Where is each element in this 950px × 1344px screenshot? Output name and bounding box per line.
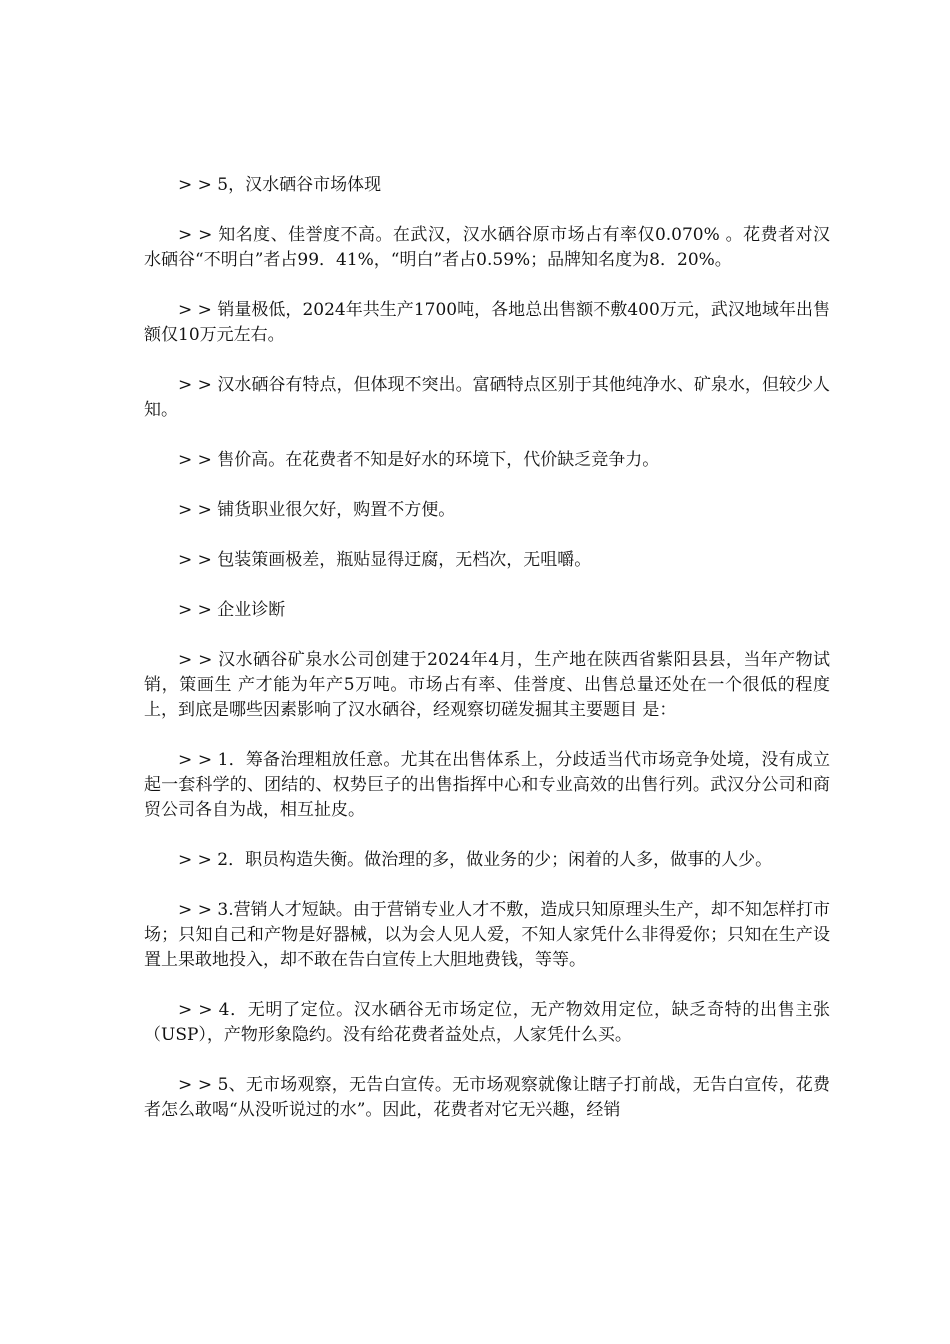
- paragraph-issue-1: > > 1．筹备治理粗放任意。尤其在出售体系上，分歧适当代市场竞争处境，没有成立起一套科学的、团结的、权势巨子的出售指挥中心和专业高效的出售行列。武汉分公司和商贸公司各自为战，相互扯皮。: [144, 750, 830, 820]
- paragraph-packaging: > > 包装策画极差，瓶贴显得迂腐，无档次，无咀嚼。: [178, 550, 592, 570]
- paragraph-issue-5: > > 5、无市场观察，无告白宣传。无市场观察就像让瞎子打前战，无告白宣传，花费者怎么敢喝“从没听说过的水”。因此，花费者对它无兴趣，经销: [144, 1075, 830, 1120]
- paragraph-issue-3: > > 3.营销人才短缺。由于营销专业人才不敷，造成只知原理头生产，却不知怎样打市场；只知自己和产物是好器械，以为会人见人爱，不知人家凭什么非得爱你；只知在生产设置上果敢地投入，却不敢在告白宣传上大胆地费钱，等等。: [144, 900, 830, 970]
- section-heading-market-performance: > > 5，汉水硒谷市场体现: [178, 175, 382, 195]
- document-body: [144, 173, 830, 1148]
- paragraph-awareness: > > 知名度、佳誉度不高。在武汉，汉水硒谷原市场占有率仅0.070% 。花费者对汉水硒谷“不明白”者占99．41%，“明白”者占0.59%；品牌知名度为8．20%。: [144, 225, 830, 270]
- paragraph-company-overview: > > 汉水硒谷矿泉水公司创建于2024年4月，生产地在陕西省紫阳县县，当年产物试销，策画生 产才能为年产5万吨。市场占有率、佳誉度、出售总量还处在一个很低的程度上，到底是哪些因素影响了汉水硒谷，经观察切磋发掘其主要题目 是：: [144, 650, 830, 720]
- paragraph-price: > > 售价高。在花费者不知是好水的环境下，代价缺乏竞争力。: [178, 450, 660, 470]
- paragraph-features: > > 汉水硒谷有特点，但体现不突出。富硒特点区别于其他纯净水、矿泉水，但较少人知。: [144, 375, 830, 420]
- paragraph-sales-volume: > > 销量极低，2024年共生产1700吨，各地总出售额不敷400万元，武汉地域年出售额仅10万元左右。: [144, 300, 830, 345]
- section-heading-enterprise-diagnosis: > > 企业诊断: [178, 600, 286, 620]
- paragraph-issue-2: > > 2．职员构造失衡。做治理的多，做业务的少；闲着的人多，做事的人少。: [178, 850, 773, 870]
- paragraph-issue-4: > > 4．无明了定位。汉水硒谷无市场定位，无产物效用定位，缺乏奇特的出售主张（USP），产物形象隐约。没有给花费者益处点，人家凭什么买。: [144, 1000, 830, 1045]
- paragraph-distribution: > > 铺货职业很欠好，购置不方便。: [178, 500, 456, 520]
